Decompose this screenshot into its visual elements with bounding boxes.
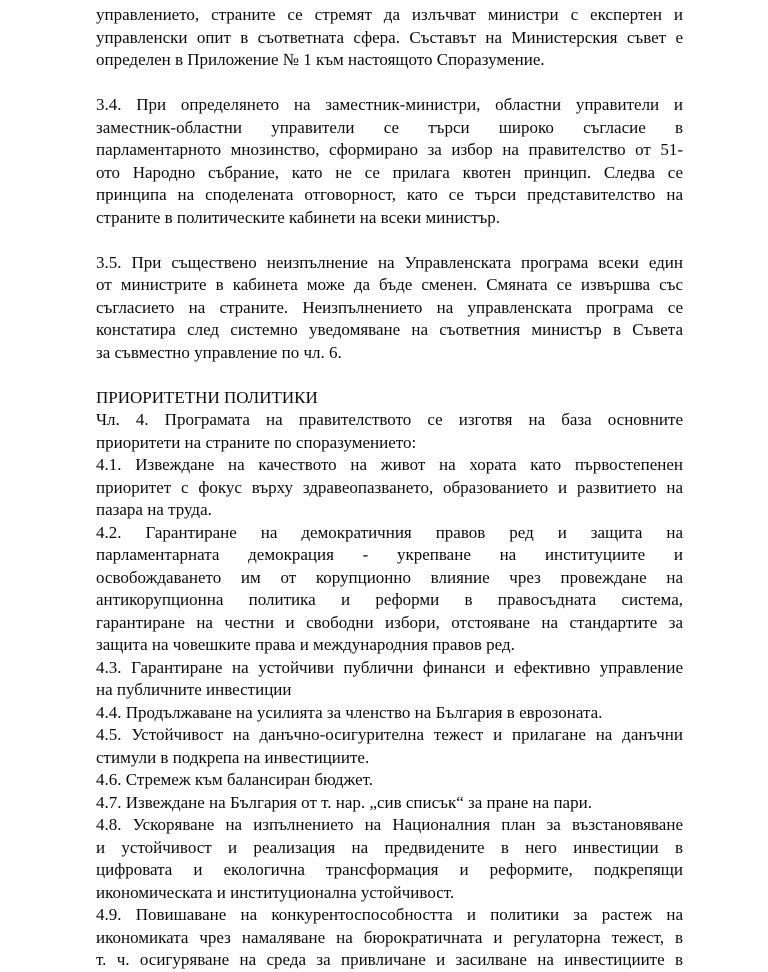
item-4-3 [96,657,683,702]
text-line: и устойчивост и реализация на предвидените в него инвестиции в [96,837,683,857]
item-4-7 [96,792,683,815]
text-line: икономиката чрез намаляване на бюрократичната и регулаторна тежест, в [96,927,683,947]
text-line: приоритети на страните по споразумението: [96,432,417,452]
text-line: гарантиране на честни и свободни избори, отстояване на стандартите за [96,612,683,632]
text-line: управленски опит в съответната сфера. Съставът на Министерския съвет е [96,27,683,47]
text-line: 4.1. Извеждане на качеството на живот на хората като първостепенен [96,455,683,474]
text-line: 4.2. Гарантиране на демократичния правов ред и защита на [96,522,683,542]
text-line: на публичните инвестиции [96,680,292,699]
paragraph-3-5 [96,252,683,365]
item-4-5 [96,724,683,769]
document-body [96,4,683,972]
section-heading-priority-policies [96,387,683,410]
text-line: приоритет с фокус върху здравеопазването, образованието и развитието на [96,477,683,497]
paragraph-spacer [96,72,683,95]
article-4-intro [96,409,683,454]
paragraph-3-4 [96,94,683,229]
section-heading: ПРИОРИТЕТНИ ПОЛИТИКИ [96,387,318,407]
item-4-8 [96,814,683,904]
text-line: управлението, страните се стремят да излъчват министри с експертен и [96,5,683,24]
paragraph-spacer [96,229,683,252]
text-line: 3.4. При определянето на заместник-министри, областни управители и [96,95,683,114]
text-line: т. ч. осигуряване на среда за привличане и засилване на инвестициите в [96,950,683,969]
item-4-2 [96,522,683,657]
text-line: констатира след системно уведомяване на съответния министър в Съвета [96,320,683,339]
text-line: парламентарното мнозинство, сформирано за избор на правителство от 51- [96,140,683,159]
text-line: заместник-областни управители се търси широко съгласие в [96,117,683,137]
text-line: 4.8. Ускоряване на изпълнението на Националния план за възстановяване [96,815,683,834]
item-4-6 [96,769,683,792]
text-line: за съвместно управление по чл. 6. [96,342,342,362]
item-4-4 [96,702,683,725]
item-4-9 [96,904,683,972]
text-line: от министрите в кабинета може да бъде сменен. Смяната се извършва със [96,275,683,294]
text-line: Чл. 4. Програмата на правителството се изготвя на база основните [96,410,683,429]
text-line: антикорупционна политика и реформи в правосъдната система, [96,590,683,609]
text-line: парламентарната демокрация - укрепване на институциите и [96,545,683,564]
text-line: принципа на споделената отговорност, като се търси представителство на [96,185,683,204]
text-line: 4.9. Повишаване на конкурентоспособността и политики за растеж на [96,905,683,924]
text-line: защита на човешките права и международния правов ред. [96,635,515,654]
text-line: 4.6. Стремеж към балансиран бюджет. [96,770,374,789]
text-line: 3.5. При съществено неизпълнение на Управленската програма всеки един [96,252,683,272]
paragraph-spacer [96,364,683,387]
text-line: съгласието на страните. Неизпълнението на управленската програма се [96,297,683,317]
text-line: ото Народно събрание, като не се прилага квотен принцип. Следва се [96,162,683,182]
text-line: страните в политическите кабинети на всеки министър. [96,207,501,227]
item-4-1 [96,454,683,522]
text-line: определен в Приложение № 1 към настоящото Споразумение. [96,50,545,69]
text-line: стимули в подкрепа на инвестициите. [96,747,370,767]
text-line: 4.7. Извеждане на България от т. нар. „сив списък“ за пране на пари. [96,792,592,812]
text-line: 4.4. Продължаване на усилията за членство на България в еврозоната. [96,702,603,722]
text-line: икономическата и институционална устойчивост. [96,882,455,902]
text-line: 4.5. Устойчивост на данъчно-осигурителна тежест и прилагане на данъчни [96,725,683,744]
paragraph-3-3-tail [96,4,683,72]
text-line: цифровата и екологична трансформация и реформите, подкрепящи [96,860,683,879]
text-line: освобождаването им от корупционно влияние чрез провеждане на [96,567,683,587]
text-line: пазара на труда. [96,500,212,519]
text-line: 4.3. Гарантиране на устойчиви публични финанси и ефективно управление [96,657,683,677]
